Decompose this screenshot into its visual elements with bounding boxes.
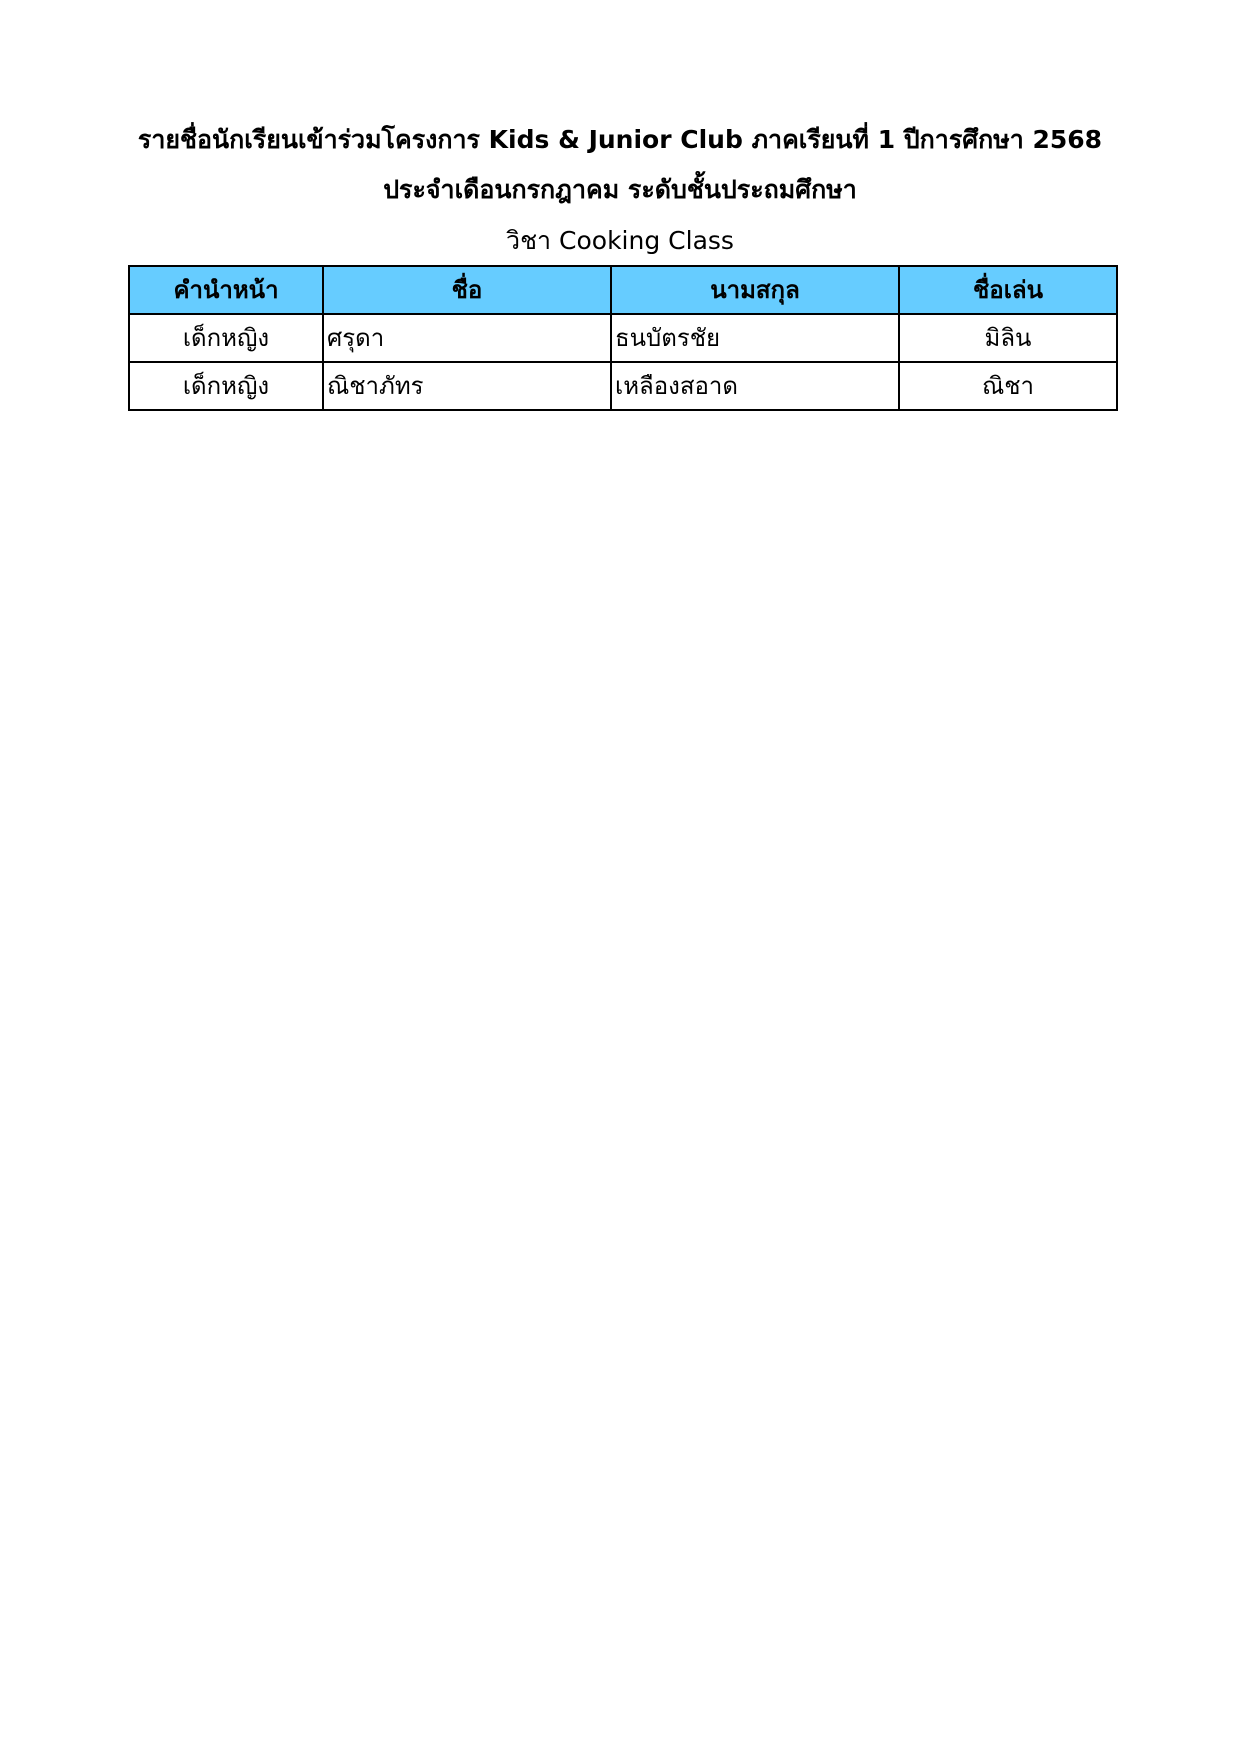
cell-prefix: เด็กหญิง [129,314,323,362]
cell-nickname: มิลิน [899,314,1117,362]
cell-first-name: ณิชาภัทร [323,362,611,410]
table-row [129,314,1117,362]
cell-nickname: ณิชา [899,362,1117,410]
column-header-first-name: ชื่อ [323,266,611,314]
subject-title: วิชา Cooking Class [506,226,734,255]
column-header-nickname: ชื่อเล่น [899,266,1117,314]
document-title: รายชื่อนักเรียนเข้าร่วมโครงการ Kids & Junior Club ภาคเรียนที่ 1 ปีการศึกษา 2568 [137,125,1103,154]
cell-first-name: ศรุดา [323,314,611,362]
student-roster-table [128,265,1118,411]
column-header-prefix: คำนำหน้า [129,266,323,314]
cell-prefix: เด็กหญิง [129,362,323,410]
cell-last-name: ธนบัตรชัย [611,314,899,362]
table-row [129,362,1117,410]
document-subtitle: ประจำเดือนกรกฎาคม ระดับชั้นประถมศึกษา [383,175,857,204]
table-header-row [129,266,1117,314]
column-header-last-name: นามสกุล [611,266,899,314]
cell-last-name: เหลืองสอาด [611,362,899,410]
